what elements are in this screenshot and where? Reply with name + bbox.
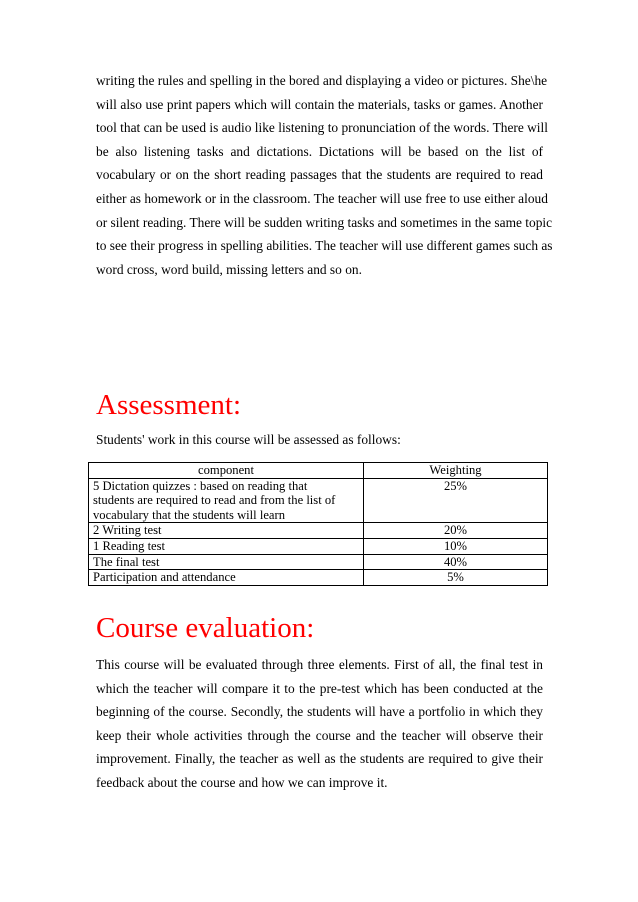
paragraph-line: either as homework or in the classroom. The teacher will use free to use either aloud bbox=[96, 190, 548, 206]
paragraph-line: tool that can be used is audio like listening to pronunciation of the words. There will bbox=[96, 120, 548, 136]
component-line: students are required to read and from the list of bbox=[93, 493, 336, 508]
component-line: vocabulary that the students will learn bbox=[93, 507, 285, 522]
paragraph-line: This course will be evaluated through three elements. First of all, the final test in bbox=[96, 657, 543, 672]
table-row bbox=[89, 478, 548, 523]
continuation-paragraph bbox=[96, 69, 553, 281]
component-cell: 2 Writing test bbox=[89, 523, 364, 539]
paragraph-line: to see their progress in spelling abilities. The teacher will use different games such as bbox=[96, 238, 553, 254]
component-cell: Participation and attendance bbox=[89, 570, 364, 586]
evaluation-paragraph bbox=[96, 653, 543, 795]
paragraph-line: beginning of the course. Secondly, the students will have a portfolio in which they bbox=[96, 704, 543, 720]
paragraph-line: improvement. Finally, the teacher as well as the students are required to give their bbox=[96, 751, 543, 767]
component-cell bbox=[89, 478, 364, 523]
paragraph-line: be also listening tasks and dictations. Dictations will be based on the list of bbox=[96, 143, 543, 159]
paragraph-line: which the teacher will compare it to the pre-test which has been conducted at the bbox=[96, 680, 543, 696]
paragraph-line: vocabulary or on the short reading passages that the students are required to read bbox=[96, 167, 543, 183]
paragraph-line: feedback about the course and how we can improve it. bbox=[96, 774, 388, 790]
course-evaluation-heading: Course evaluation: bbox=[96, 612, 315, 644]
paragraph-line: keep their whole activities through the course and the teacher will observe their bbox=[96, 727, 543, 743]
table-row bbox=[89, 554, 548, 570]
component-line: 5 Dictation quizzes : based on reading that bbox=[93, 478, 308, 493]
assessment-table bbox=[88, 462, 548, 586]
table-header-row bbox=[89, 463, 548, 479]
weight-cell: 5% bbox=[364, 570, 548, 586]
weight-cell: 40% bbox=[364, 554, 548, 570]
weight-cell: 10% bbox=[364, 538, 548, 554]
component-cell: 1 Reading test bbox=[89, 538, 364, 554]
table-row bbox=[89, 523, 548, 539]
column-header-weighting: Weighting bbox=[364, 463, 548, 479]
paragraph-line: word cross, word build, missing letters and so on. bbox=[96, 261, 362, 277]
paragraph-line: writing the rules and spelling in the bored and displaying a video or pictures. She\he bbox=[96, 73, 548, 88]
paragraph-line: or silent reading. There will be sudden writing tasks and sometimes in the same topic bbox=[96, 214, 553, 230]
table-row bbox=[89, 538, 548, 554]
paragraph-line: will also use print papers which will contain the materials, tasks or games. Another bbox=[96, 96, 543, 112]
weight-cell: 20% bbox=[364, 523, 548, 539]
component-cell: The final test bbox=[89, 554, 364, 570]
assessment-intro: Students' work in this course will be assessed as follows: bbox=[96, 432, 401, 447]
column-header-component: component bbox=[89, 463, 364, 479]
table-row bbox=[89, 570, 548, 586]
weight-cell: 25% bbox=[364, 478, 548, 523]
assessment-heading: Assessment: bbox=[96, 389, 241, 421]
